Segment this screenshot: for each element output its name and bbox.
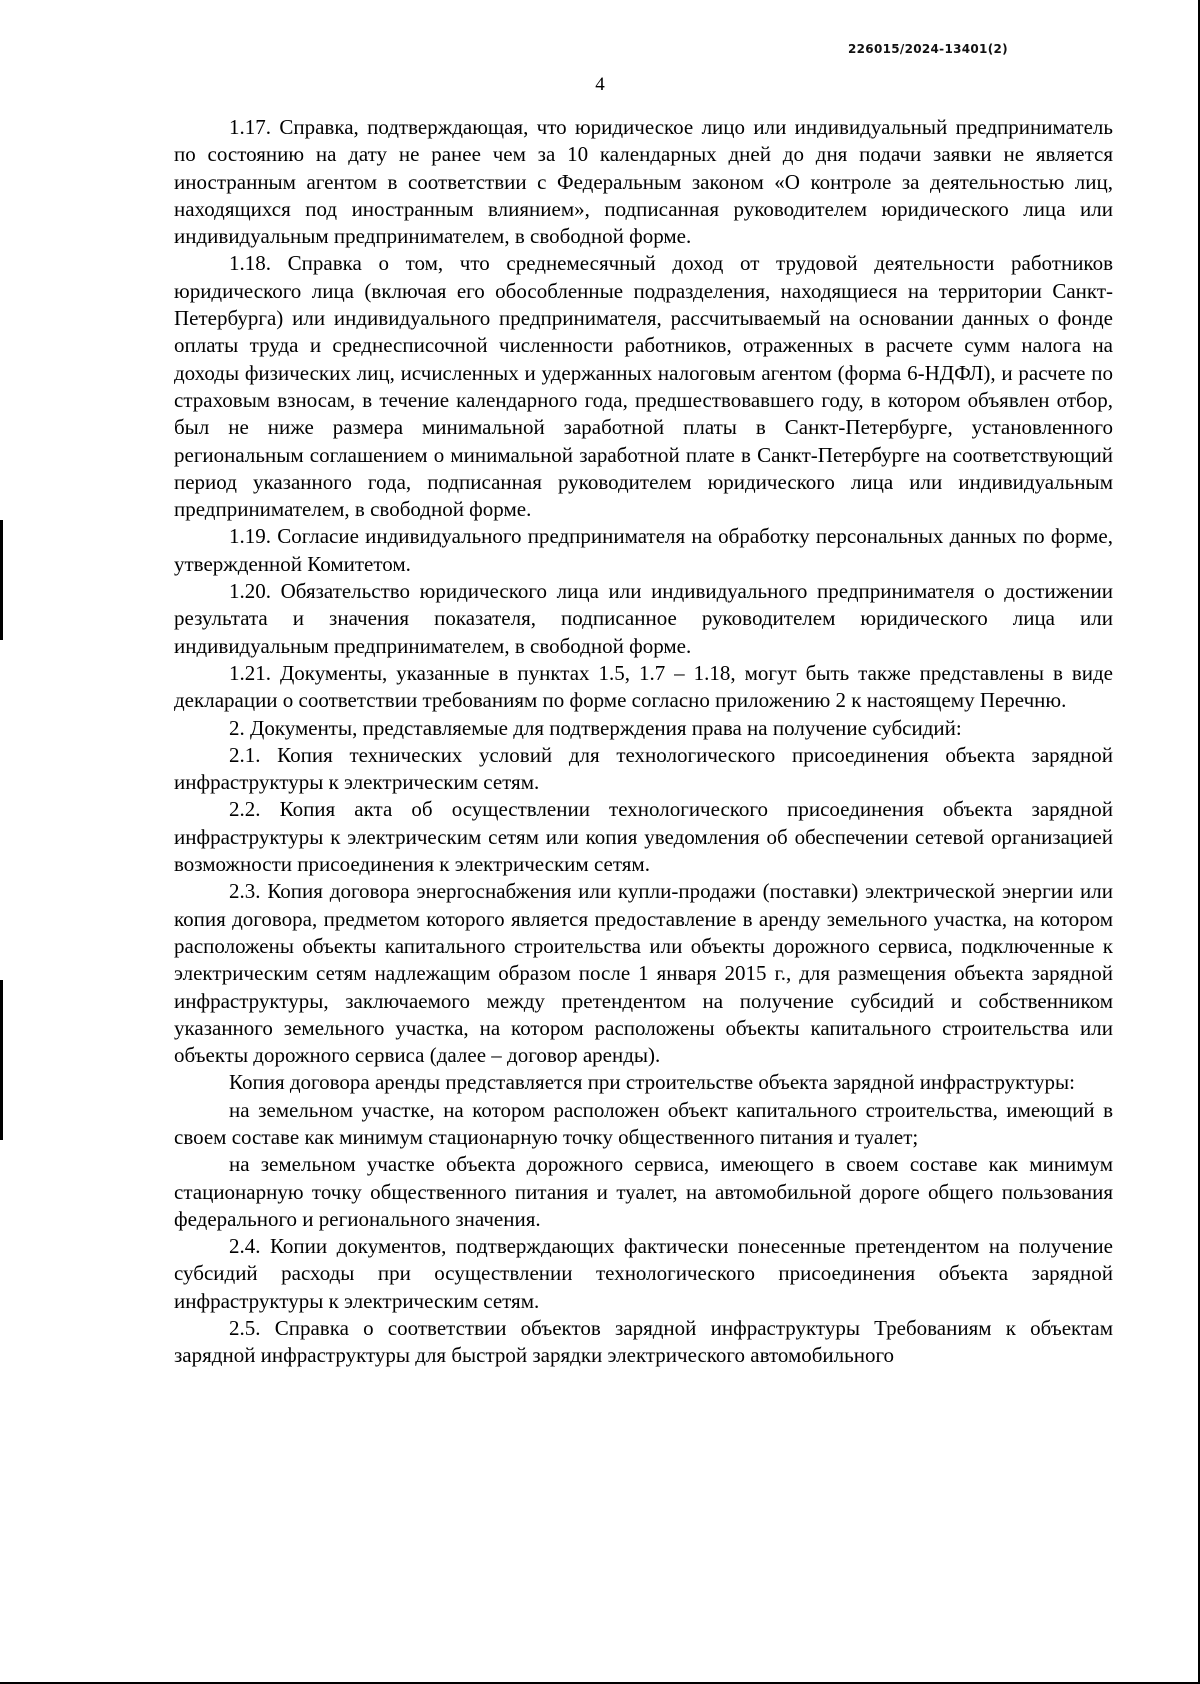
document-registration-number: 226015/2024-13401(2) bbox=[848, 42, 1008, 56]
paragraph-2-1: 2.1. Копия технических условий для технологического присоединения объекта зарядной инфраструктуры к электрическим сетям. bbox=[174, 742, 1113, 795]
paragraph-2-2: 2.2. Копия акта об осуществлении технологического присоединения объекта зарядной инфраструктуры к электрическим сетям или копия уведомления об обеспечении сетевой организацией возможности присоединения к электрическим сетям. bbox=[174, 797, 1113, 877]
paragraph-2-4: 2.4. Копии документов, подтверждающих фактически понесенные претендентом на получение субсидий расходы при осуществлении технологического присоединения объекта зарядной инфраструктуры к электрическим сетям. bbox=[174, 1234, 1113, 1313]
page-number: 4 bbox=[595, 74, 605, 95]
paragraph-1-20: 1.20. Обязательство юридического лица или индивидуального предпринимателя о достижении результата и значения показателя, подписанное руководителем юридического лица или индивидуальным предпринимателем, в свободной форме. bbox=[174, 579, 1113, 658]
paragraph-2: 2. Документы, представляемые для подтверждения права на получение субсидий: bbox=[229, 715, 962, 740]
paragraph-1-21: 1.21. Документы, указанные в пунктах 1.5, 1.7 – 1.18, могут быть также представлены в виде декларации о соответствии требованиям по форме согласно приложению 2 к настоящему Перечню. bbox=[174, 660, 1113, 713]
paragraph-land-plot-road-service: на земельном участке объекта дорожного сервиса, имеющего в своем составе как минимум стационарную точку общественного питания и туалет, на автомобильной дороге общего пользования федерального и регионального значения. bbox=[174, 1152, 1113, 1231]
scan-edge-mark bbox=[0, 520, 3, 640]
scan-edge-mark bbox=[0, 980, 3, 1140]
paragraph-1-19: 1.19. Согласие индивидуального предпринимателя на обработку персональных данных по форме, утвержденной Комитетом. bbox=[174, 524, 1113, 576]
paragraph-1-18: 1.18. Справка о том, что среднемесячный доход от трудовой деятельности работников юридического лица (включая его обособленные подразделения, находящиеся на территории Санкт-Петербурга) или индивидуального предпринимателя, рассчитываемый на основании данных о фонде оплаты труда и среднесписочной численности работников, отраженных в расчете сумм налога на доходы физических лиц, исчисленных и удержанных налоговым агентом (форма 6-НДФЛ), и расчете по страховым взносам, в течение календарного года, предшествовавшего году, в котором объявлен отбор, был не ниже размера минимальной заработной платы в Санкт-Петербурге, установленного региональным соглашением о минимальной заработной плате в Санкт-Петербурге на соответствующий период указанного года, подписанная руководителем юридического лица или индивидуальным предпринимателем, в свободной форме. bbox=[174, 251, 1113, 522]
paragraph-2-3: 2.3. Копия договора энергоснабжения или купли-продажи (поставки) электрической энергии или копия договора, предметом которого является предоставление в аренду земельного участка, на котором расположены объекты капитального строительства или объекты дорожного сервиса, подключенные к электрическим сетям надлежащим образом после 1 января 2015 г., для размещения объекта зарядной инфраструктуры, заключаемого между претендентом на получение субсидий и собственником указанного земельного участка, на котором расположены объекты капитального строительства или объекты дорожного сервиса (далее – договор аренды). bbox=[174, 879, 1113, 1068]
paragraph-lease-copy: Копия договора аренды представляется при строительстве объекта зарядной инфраструктуры: bbox=[229, 1070, 1075, 1095]
paragraph-2-5: 2.5. Справка о соответствии объектов зарядной инфраструктуры Требованиям к объектам зарядной инфраструктуры для быстрой зарядки электрического автомобильного bbox=[174, 1316, 1113, 1368]
paragraph-land-plot-capital: на земельном участке, на котором расположен объект капитального строительства, имеющий в своем составе как минимум стационарную точку общественного питания и туалет; bbox=[174, 1097, 1113, 1149]
document-body bbox=[174, 114, 1113, 1370]
paragraph-1-17: 1.17. Справка, подтверждающая, что юридическое лицо или индивидуальный предприниматель по состоянию на дату не ранее чем за 10 календарных дней до дня подачи заявки не является иностранным агентом в соответствии с Федеральным законом «О контроле за деятельностью лиц, находящихся под иностранным влиянием», подписанная руководителем юридического лица или индивидуальным предпринимателем, в свободной форме. bbox=[174, 115, 1113, 249]
